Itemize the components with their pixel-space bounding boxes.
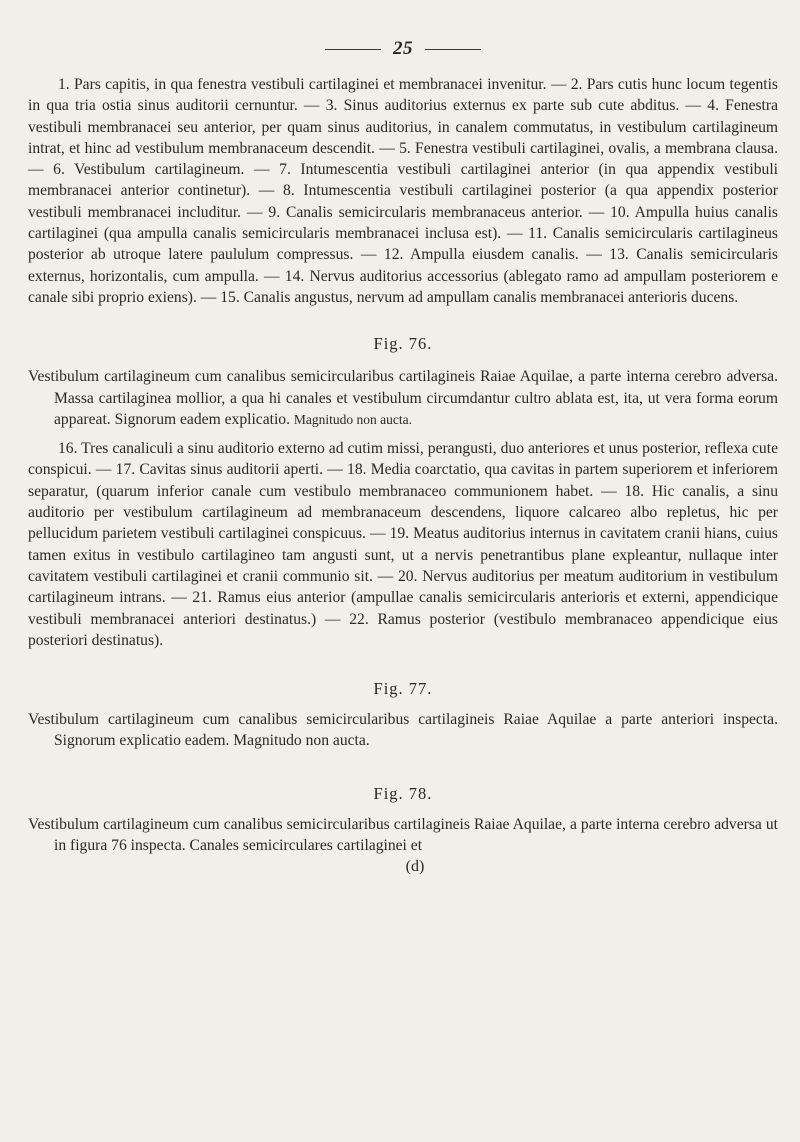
legend-paragraph-fig76: 16. Tres canaliculi a sinu auditorio externo ad cutim missi, perangusti, duo anteriores et unus posterior, reflexa cute conspicui. — 17. Cavitas sinus auditorii aperti. — 18. Media coarctatio, qua cavitas in partem superiorem et inferiorem separatur, (quarum inferior canale cum vestibulo membranaceo communionem habet. — 18. Hic canalis, a sinu auditorio per vestibulum cartilagineum ad membranaceum descendens, liquore calcareo albo repletus, hic per pellucidum parietem vestibuli cartilaginei conspicuus. — 19. Meatus auditorius internus in cavitatem cranii hians, cuius tamen exitus in vestibulo cartilagineo tam angusti sunt, ut a nervis penetrantibus plane expleantur, nullaque inter cavitatem vestibuli cartilaginei et cranii communio sit. — 20. Nervus auditorius per meatum auditorium in vestibulum cartilagineum intrans. — 21. Ramus eius anterior (ampullae canalis semicircularis anterioris et externi, appendicique vestibuli membranacei anteriori destinatus.) — 22. Ramus posterior (vestibulo membranaceo appendicique eius posteriori destinatus). [28, 440, 778, 649]
figure-77-caption: Vestibulum cartilagineum cum canalibus semicircularibus cartilagineis Raiae Aquilae a parte anteriori inspecta. Signorum explicatio eadem. Magnitudo non aucta. [28, 711, 778, 750]
figure-76-caption [28, 366, 778, 430]
figure-heading-78: Fig. 78. [373, 783, 433, 803]
signature-mark: (d) [405, 858, 425, 876]
figure-78-caption: Vestibulum cartilagineum cum canalibus semicircularibus cartilagineis Raiae Aquilae, a parte interna cerebro adversa ut in figura 76 inspecta. Canales semicirculares cartilaginei et [28, 815, 778, 855]
page-header [28, 38, 778, 60]
figure-heading-76: Fig. 76. [373, 334, 433, 354]
header-rule-right [425, 49, 481, 50]
header-rule-left [325, 49, 381, 50]
page-number: 25 [393, 38, 413, 59]
figure-heading-77: Fig. 77. [373, 679, 433, 699]
figure-76-magnitude-note: Magnitudo non aucta. [293, 411, 413, 427]
legend-paragraph-fig75: 1. Pars capitis, in qua fenestra vestibuli cartilaginei et membranacei invenitur. — 2. Pars cutis hunc locum tegentis in qua tria ostia sinus auditorii cernuntur. — 3. Sinus auditorius externus ex parte sub cute abditus. — 4. Fenestra vestibuli membranacei seu anterior, per quam sinus auditorius, in canalem commutatus, in vestibulum cartilagineum intrat, et hinc ad vestibulum membranaceum descendit. — 5. Fenestra vestibuli cartilaginei, ovalis, a membrana clausa. — 6. Vestibulum cartilagineum. — 7. Intumescentia vestibuli cartilaginei anterior (in qua appendix vestibuli membranacei anterior continetur). — 8. Intumescentia vestibuli cartilaginei posterior (a qua appendix posterior vestibuli membranacei includitur. — 9. Canalis semicircularis membranaceus anterior. — 10. Ampulla huius canalis cartilaginei (qua ampulla canalis semicircularis membranacei inclusa est). — 11. Canalis semicircularis cartilagineus posterior ab utroque latere paululum compressus. — 12. Ampulla eiusdem canalis. — 13. Canalis semicircularis externus, horizontalis, cum ampulla. — 14. Nervus auditorius accessorius (ablegato ramo ad ampullam posteriorem e canale sibi proprio exiens). — 15. Canalis angustus, nervum ad ampullam canalis membranacei anterioris ducens. [28, 76, 778, 306]
figure-76-caption-text: Vestibulum cartilagineum cum canalibus semicircularibus cartilagineis Raiae Aquilae, a parte interna cerebro adversa. Massa cartilaginea mollior, a qua hi canales et vestibulum circumdantur cultro ablata est, ita, ut vera forma eorum appareat. Signorum eadem explicatio. [28, 368, 778, 428]
